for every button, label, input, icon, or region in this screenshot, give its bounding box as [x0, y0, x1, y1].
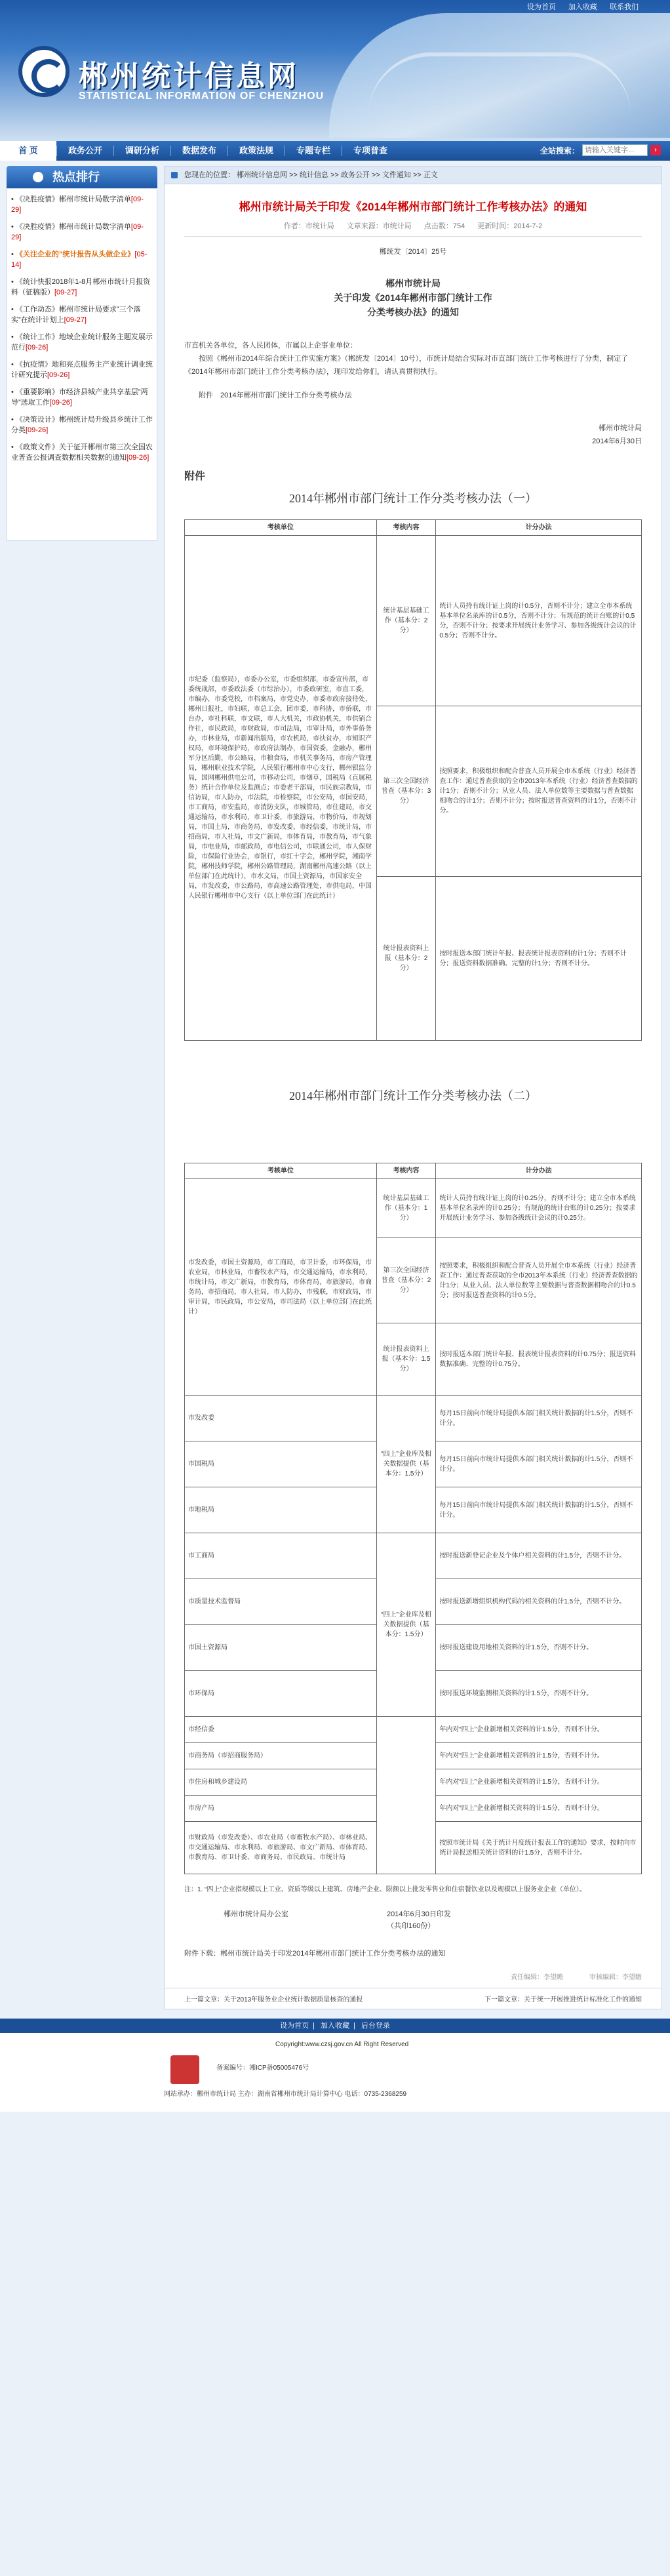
signature-date: 2014年6月30日 [592, 437, 642, 445]
hot-ranking-item-title: 《决策设计》郴州统计局升级县乡统计工作分类 [11, 416, 153, 434]
table-cell-unit: 市国税局 [185, 1441, 377, 1487]
table-cell-unit: 市商务局（市招商服务局） [185, 1743, 377, 1769]
main-nav [0, 141, 670, 161]
article-meta [184, 220, 642, 237]
table-cell-content: 第三次全国经济普查（基本分：2分） [376, 1238, 436, 1323]
footer-links: 设为首页 | 加入收藏 | 后台登录 [0, 2019, 670, 2033]
table-cell-scoring: 按照要求，积极组织和配合普查人员开展全市本系统（行业）经济普查工作：通过普查获取的全市2013年本系统（行业）经济普查数据的计1分；否则不计分；从业人员、法人单位数等主要数据与普查数据相吻合的计1分；否则不计分；按时报送普查资料的计1分，否则不计分。 [436, 706, 642, 877]
table-cell-content [376, 1717, 436, 1874]
header-banner-image [329, 13, 670, 138]
nav-gov-affairs[interactable]: 政务公开 [68, 146, 102, 155]
table-cell-unit: 市房产局 [185, 1796, 377, 1822]
search-label: 全站搜索： [540, 146, 580, 155]
print-details [387, 1908, 451, 1932]
table-cell-content: 统计报表资料上报（基本分：2分） [376, 877, 436, 1041]
nav-census[interactable]: 专项普查 [353, 146, 387, 155]
table-cell-scoring: 年内对“四上”企业新增相关资料的计1.5分，否则不计分。 [436, 1769, 642, 1796]
hot-ranking-item-date: [09-29] [11, 195, 144, 214]
table-cell-scoring: 按时报送新增组织机构代码的相关资料的计1.5分，否则不计分。 [436, 1579, 642, 1625]
hot-ranking-item-date: [09-26] [47, 371, 70, 379]
prev-article-link[interactable]: 上一篇文章：关于2013年服务业企业统计数据质量核查的通报 [184, 1996, 363, 2003]
site-footer [0, 2019, 670, 2112]
attachment-heading: 附件 [184, 471, 206, 482]
table-cell-unit: 市质量技术监督局 [185, 1579, 377, 1625]
gov-badge-icon [170, 2055, 199, 2084]
nav-policy[interactable]: 政策法规 [239, 146, 273, 155]
signature-org: 郴州市统计局 [599, 424, 642, 432]
hot-ranking-item-title: 《决胜疫情》郴州市统计局数字清单 [15, 223, 131, 231]
hot-ranking-item-date: [09-29] [11, 223, 144, 241]
table-cell-scoring: 年内对“四上”企业新增相关资料的计1.5分，否则不计分。 [436, 1796, 642, 1822]
table-cell-scoring: 按照市统计局《关于统计月度统计报表工作的通知》要求，按时向市统计局报送相关统计资料的计1.5分，否则不计分。 [436, 1822, 642, 1874]
hot-ranking-item-date: [09-27] [64, 316, 87, 324]
hot-ranking-item[interactable]: • 《关注企业的”统计报告从头做企业》[05-14] [11, 251, 148, 269]
nav-topics[interactable]: 专题专栏 [296, 146, 330, 155]
nav-research[interactable]: 调研分析 [125, 146, 159, 155]
table-cell-unit: 市发改委 [185, 1396, 377, 1441]
hot-ranking-item-title: 《政策文件》关于征开郴州市第三次全国农业普查公报调查数据相关数据的通知 [11, 443, 153, 462]
print-org: 郴州市统计局办公室 [224, 1910, 288, 1918]
print-date: 2014年6月30日印发 [387, 1910, 451, 1918]
table-header: 考核单位 [185, 520, 377, 536]
table-cell-unit: 市国土资源局 [185, 1625, 377, 1671]
hot-ranking-item-date: [09-26] [127, 454, 149, 462]
table2-title: 2014年郴州市部门统计工作分类考核办法（二） [289, 1089, 537, 1102]
hot-ranking-item-title: 《重要影响》市经济县城产业共享基层”两导”选取工作 [11, 388, 148, 407]
table-cell-unit: 市经信委 [185, 1717, 377, 1743]
hot-ranking-item-title: 《决胜疫情》郴州市统计局数字清单 [15, 195, 131, 203]
table-cell-content: 统计基层基础工作（基本分：2分） [376, 536, 436, 706]
hot-ranking-item[interactable]: • 《政策文件》关于征开郴州市第三次全国农业普查公报调查数据相关数据的通知[09-26] [11, 443, 153, 462]
issuing-org: 郴州市统计局 [385, 278, 441, 289]
table-cell-content: “四上”企业库及相关数据提供（基本分：1.5分） [376, 1533, 436, 1717]
table-cell-content: 统计报表资料上报（基本分：1.5分） [376, 1323, 436, 1396]
table-cell-scoring: 每月15日前向市统计局提供本部门相关统计数据的计1.5分，否则不计分。 [436, 1441, 642, 1487]
table-cell-unit: 市住房和城乡建设局 [185, 1769, 377, 1796]
subtitle-line: 分类考核办法》的通知 [367, 307, 459, 317]
hot-ranking-item-title: 《统计工作》地域企业统计服务主题发展示范行 [11, 333, 153, 352]
hot-ranking-item[interactable]: • 《决胜疫情》郴州市统计局数字清单[09-29] [11, 195, 144, 214]
attachment-download-link[interactable]: 附件下载：郴州市统计局关于印发2014年郴州市部门统计工作分类考核办法的通知 [184, 1950, 446, 1958]
print-info [224, 1908, 642, 1932]
print-copies: （共印160份） [387, 1922, 435, 1930]
table-cell-scoring: 统计人员持有统计证上岗的计0.25分，否则不计分；建立全市本系统基本单位名录库的计0.25分；有规范的统计台账的计0.25分；按要求开展统计业务学习、参加各级统计会议的计0.25分。 [436, 1179, 642, 1238]
hot-ranking-item-date: [09-27] [54, 289, 77, 296]
set-homepage-link[interactable]: 设为首页 [526, 3, 556, 11]
hot-ranking-title: 热点排行 [7, 166, 157, 188]
hot-ranking-item-date: [05-14] [11, 251, 148, 269]
hot-ranking-item[interactable]: • 《决胜疫情》郴州市统计局数字清单[09-29] [11, 223, 144, 241]
top-links [522, 1, 644, 12]
table-cell-scoring: 按时报送本部门统计年报、报表统计报表资料的计1分；否则不计分；报送资料数据准确、完整的计1分；否则不计分。 [436, 877, 642, 1041]
assessment-table-2 [184, 1163, 642, 1874]
icp-number: 备案编号：湘ICP备05005476号 [216, 2064, 309, 2072]
nav-home[interactable]: 首 页 [0, 141, 56, 161]
footer-admin-login[interactable]: 后台登录 [361, 2022, 390, 2030]
site-header [0, 0, 670, 141]
footer-add-favorite[interactable]: 加入收藏 [321, 2022, 349, 2030]
contact-link[interactable]: 联系我们 [610, 3, 639, 11]
search-input[interactable] [582, 144, 648, 156]
table-cell-units: 市纪委（监察局），市委办公室，市委组织部，市委宣传部，市委统战部，市委政法委（市综治办），市委政研室，市直工委，市编办，市委党校，市档案局，市党史办，市委市政府接待处，郴州日报社，市妇联，市总工会，团市委，市科协，市侨联，市台办，市社科联，市文联，市人大机关，市政协机关，市供销合作社，市民政局，市财政局，市司法局，市审计局，市外事侨务办，市林业局，市新闻出版局，市农机局，市扶贫办，市知识产权局，市环境保护局，市政府法制办，市国资委，金融办，郴州军分区后勤，市公路局，市粮食局，市机关事务局，市房产管理局，郴州职业技术学院，人民银行郴州市中心支行，郴州银监分局，国网郴州供电公司，市移动公司，市烟草，国税局（直属税务）统计合作单位及监测点；市委老干部局，市民族宗教局，市信访局，市人防办，市法院，市检察院，市公安局，市国安局，市工商局，市安监局，市消防支队，市城管局，市住建局，市交通运输局，市水利局，市卫计委，市旅游局，市物价局，市规划局，市国土局，市商务局，市发改委，市经信委，市统计局，市招商局，市人社局，市文广新局，市体育局，市教育局，市气象局，市电业局，市邮政局，市电信公司，市联通公司，市人保财险，市保险行业协会，市银行，市红十字会，郴州学院，湘南学院，郴州技师学院，郴州公路管理局，湖南郴州高速公路（以上单位部门在此统计），市水文局，市国土资源局，市国家安全局，市发改委，市公路局，市高速公路管理处，市供电局，中国人民银行郴州市中心支行（以上单位部门在此统计） [185, 536, 377, 1041]
attachment-reference: 附件 2014年郴州市部门统计工作分类考核办法 [199, 392, 352, 399]
sidebar [7, 166, 157, 2009]
table-header: 考核内容 [376, 520, 436, 536]
hot-ranking-item[interactable]: • 《统计快报2018年1-8月郴州市统计月报资料（征稿版）[09-27] [11, 278, 151, 296]
table-cell-scoring: 按时报送新登记企业及个体户相关资料的计1.5分，否则不计分。 [436, 1533, 642, 1579]
add-favorite-link[interactable]: 加入收藏 [568, 3, 597, 11]
table-cell-content: 第三次全国经济普查（基本分：3分） [376, 706, 436, 877]
body-paragraph: 按照《郴州市2014年综合统计工作实施方案》（郴统发〔2014〕10号），市统计局结合实际对市直部门统计工作考核进行了分类，制定了《2014年郴州市部门统计工作分类考核办法》，现印发给你们，请认真贯彻执行。 [184, 355, 629, 376]
site-title-en: STATISTICAL INFORMATION OF CHENZHOU [79, 91, 325, 102]
hot-ranking-item-title: 《关注企业的”统计报告从头做企业》 [15, 251, 135, 258]
meta-updated: 更新时间：2014-7-2 [477, 222, 543, 230]
meta-hits: 点击数：754 [424, 222, 465, 230]
table-cell-scoring: 每月15日前向市统计局提供本部门相关统计数据的计1.5分，否则不计分。 [436, 1487, 642, 1533]
article-title: 郴州市统计局关于印发《2014年郴州市部门统计工作考核办法》的通知 [239, 201, 587, 213]
copyright-block [0, 2033, 670, 2112]
site-logo-icon [18, 46, 69, 97]
footnote: 注：1. “四上”企业指规模以上工业、资质等级以上建筑、房地产企业、限额以上批发零售业和住宿餐饮业以及规模以上服务业企业（单位）。 [184, 1886, 586, 1893]
table-cell-scoring: 年内对“四上”企业新增相关资料的计1.5分，否则不计分。 [436, 1743, 642, 1769]
article [164, 184, 662, 1988]
copyright: Copyright:www.czsj.gov.cn All Right Reserved [275, 2041, 409, 2048]
table1-title: 2014年郴州市部门统计工作分类考核办法（一） [289, 492, 537, 505]
subtitle-line: 关于印发《2014年郴州市部门统计工作 [334, 292, 492, 303]
host-info: 网站承办：郴州市统计局 主办：湖南省郴州市统计局计算中心 电话：0735-2368259 [164, 2091, 407, 2098]
nav-data-release[interactable]: 数据发布 [182, 146, 216, 155]
hot-ranking-item-date: [09-26] [26, 344, 49, 352]
table-cell-units: 市发改委，市国土资源局，市工商局，市卫计委，市环保局，市农业局，市林业局，市畜牧水产局，市交通运输局，市水利局，市统计局，市文广新局，市教育局，市体育局，市旅游局，市商务局，市招商局，市人社局，市人防办，市残联，市财政局，市审计局，市民政局，市公安局，市司法局（以上单位部门在此统计） [185, 1179, 377, 1396]
table-cell-content: 统计基层基础工作（基本分：1分） [376, 1179, 436, 1238]
meta-author: 作者：市统计局 [283, 222, 334, 230]
table-cell-content: “四上”企业库及相关数据提供（基本分：1.5分） [376, 1396, 436, 1533]
table-cell-scoring: 每月15日前向市统计局提供本部门相关统计数据的计1.5分，否则不计分。 [436, 1396, 642, 1441]
next-article-link[interactable]: 下一篇文章：关于统一开展推进统计标准化工作的通知 [484, 1996, 642, 2003]
hot-ranking-item-title: 《抗疫情》地和亮点服务主产业统计调业统计研究提示 [11, 361, 153, 379]
site-title: 郴州统计信息网 [79, 60, 299, 93]
signature [184, 422, 642, 448]
hot-ranking-list [7, 188, 157, 541]
table-cell-scoring: 按照要求，积极组织和配合普查人员开展全市本系统（行业）经济普查工作：通过普查获取的全市2013年本系统（行业）经济普查数据的计1分；从业人员、法人单位数等主要数据与普查数据相吻合的计0.5分；按时报送普查资料的计0.5分。 [436, 1238, 642, 1323]
table-header: 计分办法 [436, 520, 642, 536]
table-cell-unit: 市财政局（市发改委）、市农业局（市畜牧水产局）、市林业局、市交通运输局、市水利局、市旅游局、市文广新局、市体育局、市教育局、市卫计委、市商务局、市民政局、市统计局 [185, 1822, 377, 1874]
table-cell-scoring: 年内对“四上”企业新增相关资料的计1.5分，否则不计分。 [436, 1717, 642, 1743]
meta-source: 文章来源：市统计局 [346, 222, 412, 230]
hot-ranking-item-title: 《工作动态》郴州市统计局要求”三个落实”在统计计划上 [11, 306, 141, 324]
table-cell-unit: 市工商局 [185, 1533, 377, 1579]
table-cell-scoring: 按时报送环境监测相关资料的计1.5分，否则不计分。 [436, 1671, 642, 1717]
hot-ranking-item-date: [09-26] [26, 426, 49, 434]
hot-ranking-item-title: 《统计快报2018年1-8月郴州市统计月报资料（征稿版） [11, 278, 151, 296]
hot-ranking-item[interactable]: • 《抗疫情》地和亮点服务主产业统计调业统计研究提示[09-26] [11, 361, 153, 379]
hot-ranking-item[interactable]: • 《工作动态》郴州市统计局要求”三个落实”在统计计划上[09-27] [11, 306, 141, 324]
breadcrumb: 您现在的位置： 郴州统计信息网 >> 统计信息 >> 政务公开 >> 文件通知 >> 正文 [164, 166, 662, 184]
document-number: 郴统发〔2014〕25号 [379, 248, 447, 256]
table-header: 计分办法 [436, 1163, 642, 1179]
editor-info: 责任编辑：李望瞻 审核编辑：李望瞻 [511, 1974, 642, 1981]
site-search [540, 144, 661, 156]
table-header: 考核单位 [185, 1163, 377, 1179]
salutation: 市直机关各单位，各人民团体，市属以上企事业单位： [184, 342, 357, 350]
table-cell-scoring: 按时报送本部门统计年报、报表统计报表资料的计0.75分；报送资料数据准确、完整的计0.75分。 [436, 1323, 642, 1396]
hot-ranking-item[interactable]: • 《重要影响》市经济县城产业共享基层”两导”选取工作[09-26] [11, 388, 148, 407]
hot-ranking-item[interactable]: • 《决策设计》郴州统计局升级县乡统计工作分类[09-26] [11, 416, 153, 434]
table-cell-scoring: 统计人员持有统计证上岗的计0.5分，否则不计分；建立全市本系统基本单位名录库的计0.5分，否则不计分；有规范的统计台账的计0.5分，否则不计分；按要求开展统计业务学习、参加各级统计会议的计0.5分；否则不计分。 [436, 536, 642, 706]
footer-set-homepage[interactable]: 设为首页 [280, 2022, 309, 2030]
hot-ranking-item-date: [09-26] [49, 399, 72, 407]
prev-next-nav [164, 1988, 662, 2009]
search-go-icon[interactable]: › [650, 145, 661, 155]
table-cell-scoring: 按时报送建设用地相关资料的计1.5分，否则不计分。 [436, 1625, 642, 1671]
table-cell-unit: 市环保局 [185, 1671, 377, 1717]
notice-subtitle [184, 291, 642, 319]
main-content [164, 166, 662, 2009]
table-cell-unit: 市地税局 [185, 1487, 377, 1533]
table-header: 考核内容 [376, 1163, 436, 1179]
assessment-table-1 [184, 519, 642, 1041]
hot-ranking-item[interactable]: • 《统计工作》地域企业统计服务主题发展示范行[09-26] [11, 333, 153, 352]
